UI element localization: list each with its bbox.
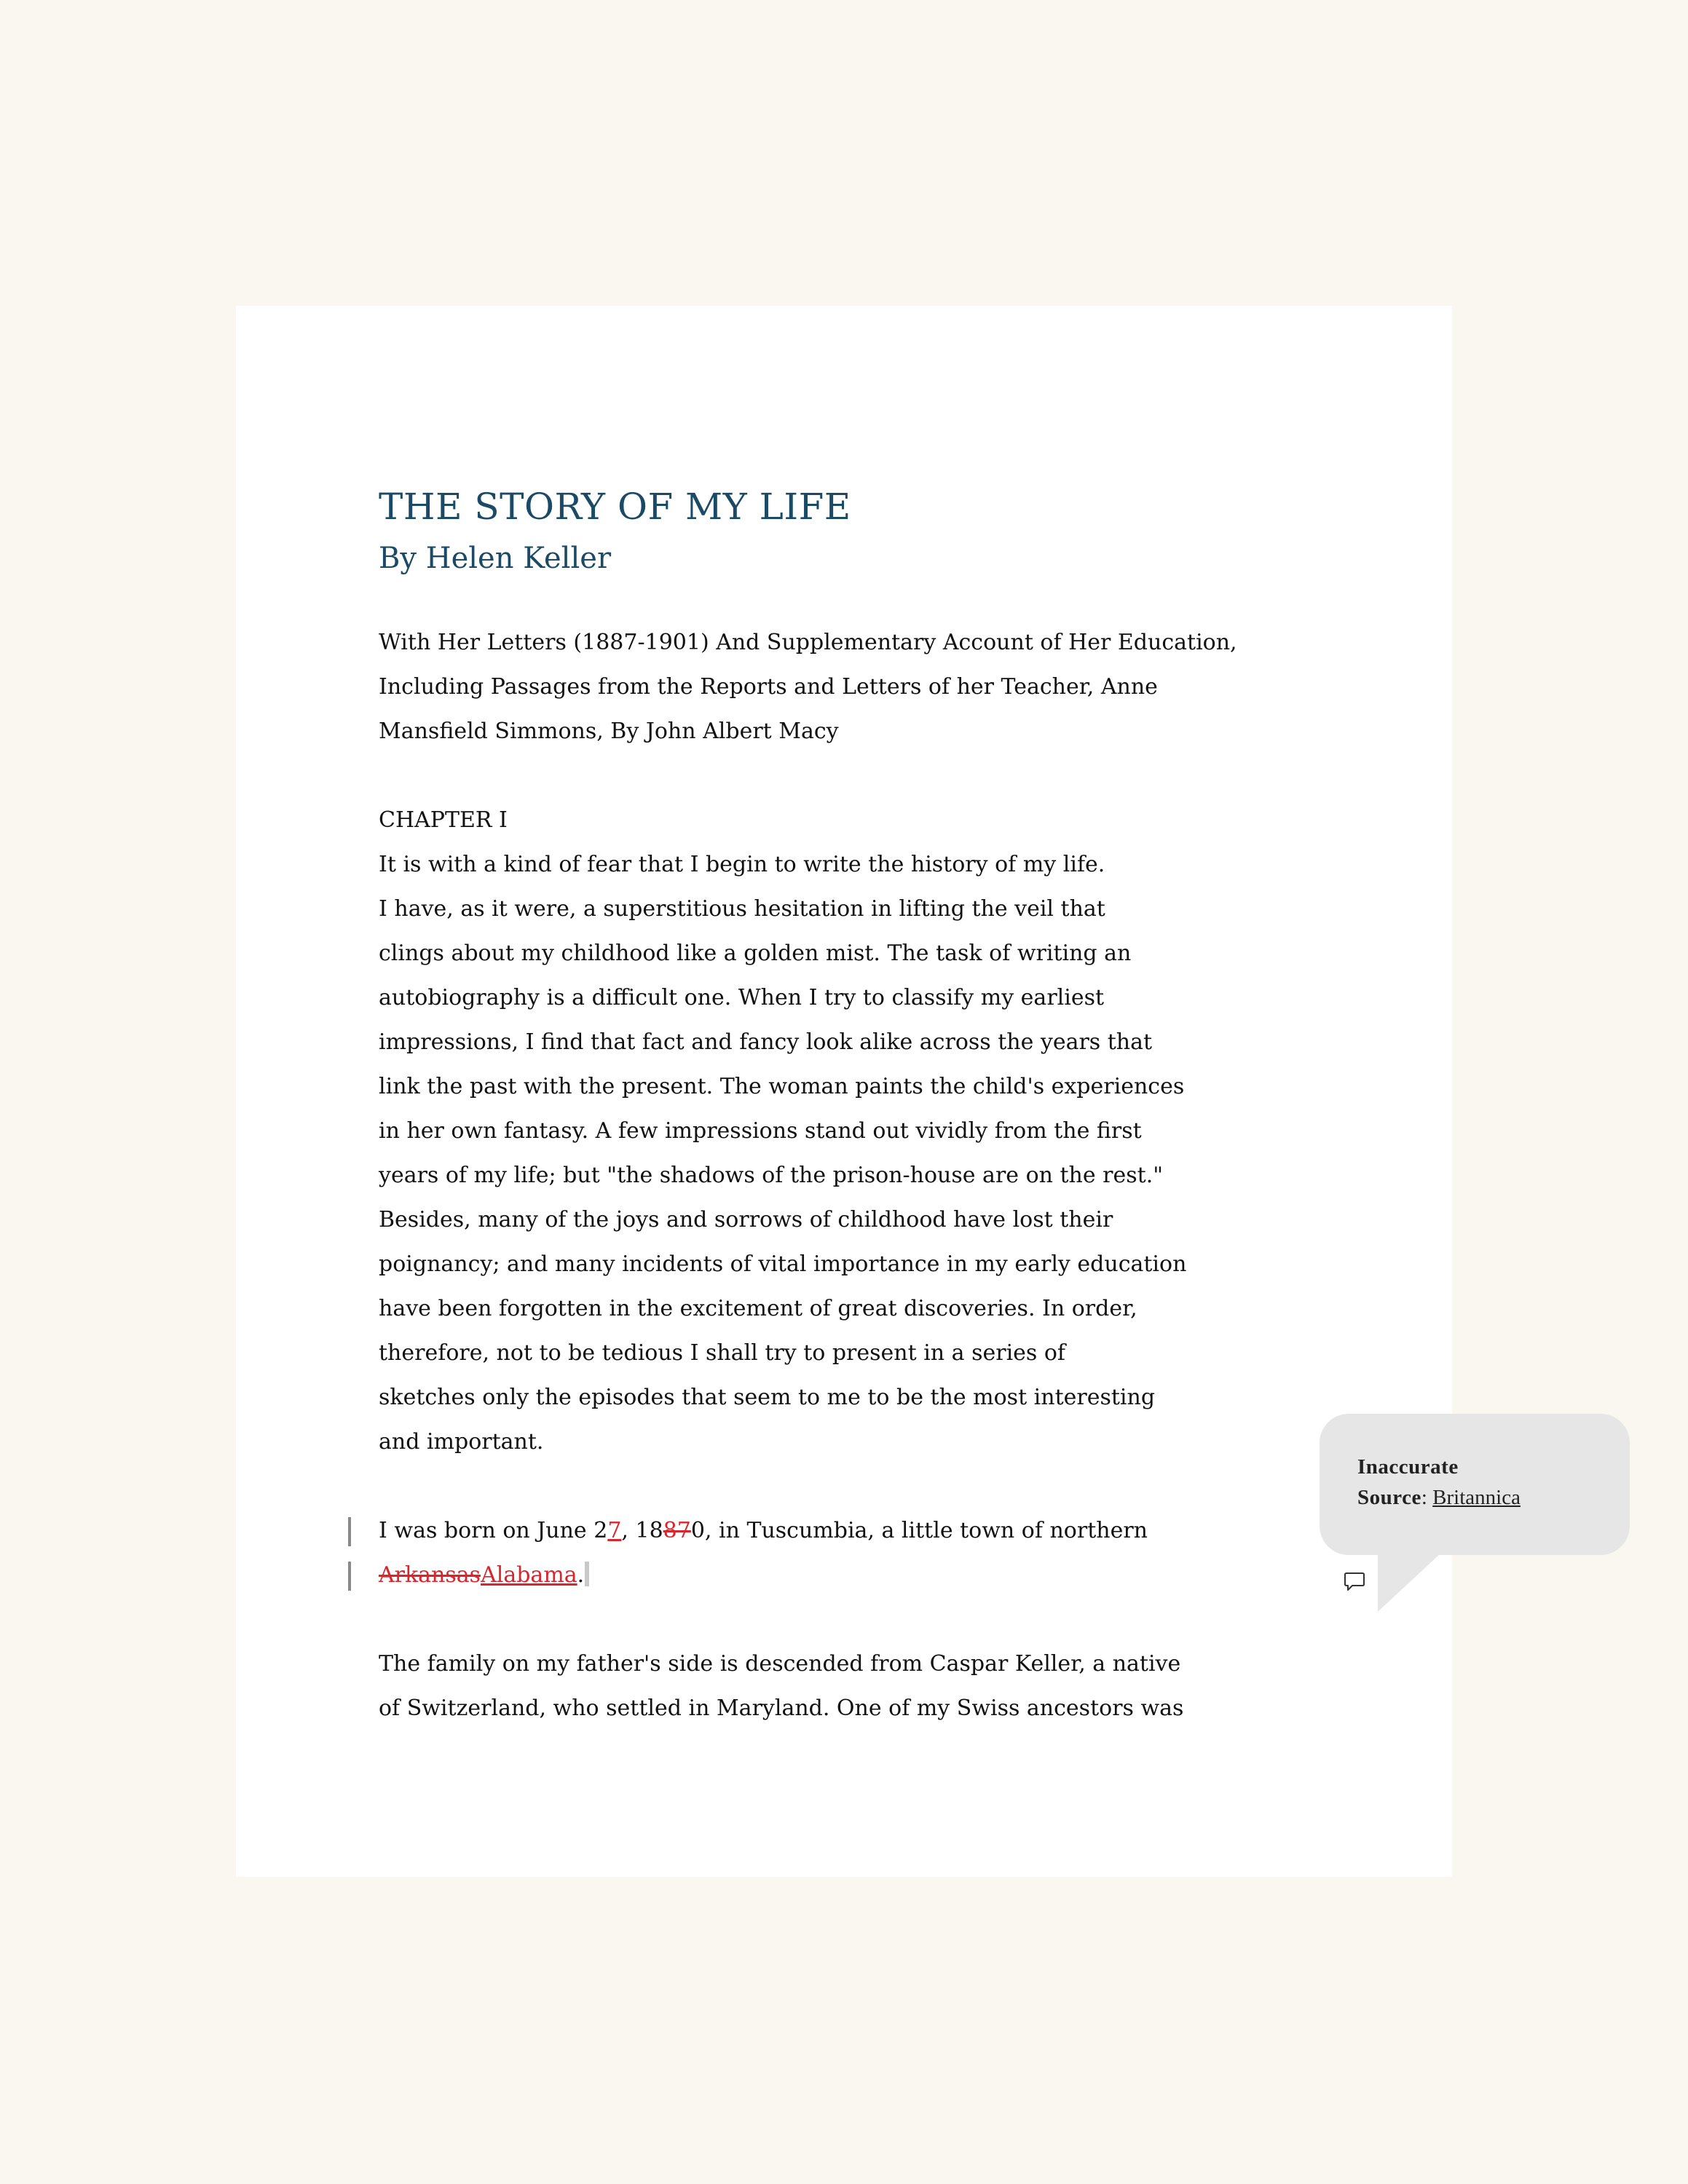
text-line: Including Passages from the Reports and Letters of her Teacher, Anne [379, 674, 1158, 700]
text-line: Mansfield Simmons, By John Albert Macy [379, 719, 839, 744]
text-line: link the past with the present. The woman paints the child's experiences [379, 1074, 1185, 1099]
comment-bubble-tail [1378, 1554, 1440, 1612]
text-line: autobiography is a difficult one. When I try to classify my earliest [379, 985, 1105, 1010]
comment-source: Source: Britannica [1357, 1486, 1521, 1509]
comment-bubble[interactable] [1320, 1414, 1630, 1555]
text-line: Besides, many of the joys and sorrows of childhood have lost their [379, 1207, 1113, 1233]
text-line: years of my life; but "the shadows of the prison-house are on the rest." [379, 1163, 1164, 1188]
text-line: sketches only the episodes that seem to me to be the most interesting [379, 1385, 1156, 1410]
text-line: With Her Letters (1887-1901) And Supplementary Account of Her Education, [379, 630, 1237, 655]
text-line: clings about my childhood like a golden mist. The task of writing an [379, 941, 1132, 966]
insertion[interactable]: Alabama [481, 1562, 577, 1588]
change-bar [348, 1517, 351, 1546]
chapter-heading: CHAPTER I [379, 807, 508, 833]
text-line: and important. [379, 1429, 544, 1455]
closing-paragraph [379, 1642, 1223, 1730]
text-line: poignancy; and many incidents of vital importance in my early education [379, 1251, 1187, 1277]
text-line: therefore, not to be tedious I shall try to present in a series of [379, 1340, 1066, 1366]
document-title: THE STORY OF MY LIFE [379, 486, 851, 528]
comment-label: Inaccurate [1357, 1455, 1459, 1479]
text-line: The family on my father's side is descended from Caspar Keller, a native [379, 1651, 1181, 1677]
tracked-change-paragraph[interactable] [379, 1508, 1223, 1597]
change-bar [348, 1562, 351, 1591]
text-line: I have, as it were, a superstitious hesitation in lifting the veil that [379, 896, 1105, 922]
text-line: ArkansasAlabama. [379, 1553, 1223, 1597]
chapter-paragraph [379, 798, 1223, 1464]
text-cursor [585, 1562, 589, 1586]
deletion[interactable]: 87 [663, 1518, 691, 1543]
text-line: I was born on June 27, 18870, in Tuscumbia, a little town of northern [379, 1518, 1148, 1543]
comment-icon[interactable] [1343, 1571, 1366, 1593]
source-link[interactable]: Britannica [1432, 1486, 1521, 1509]
text-line: have been forgotten in the excitement of great discoveries. In order, [379, 1296, 1137, 1321]
subtitle-paragraph [379, 620, 1237, 753]
text-line: in her own fantasy. A few impressions stand out vividly from the first [379, 1118, 1142, 1144]
document-page [236, 306, 1452, 1877]
document-content [379, 480, 1237, 1730]
text-line: of Switzerland, who settled in Maryland. One of my Swiss ancestors was [379, 1696, 1184, 1721]
document-author: By Helen Keller [379, 542, 612, 575]
text-line: impressions, I find that fact and fancy look alike across the years that [379, 1029, 1153, 1055]
insertion[interactable]: 7 [607, 1518, 622, 1543]
text-line: It is with a kind of fear that I begin to write the history of my life. [379, 852, 1105, 877]
deletion[interactable]: Arkansas [379, 1562, 481, 1588]
